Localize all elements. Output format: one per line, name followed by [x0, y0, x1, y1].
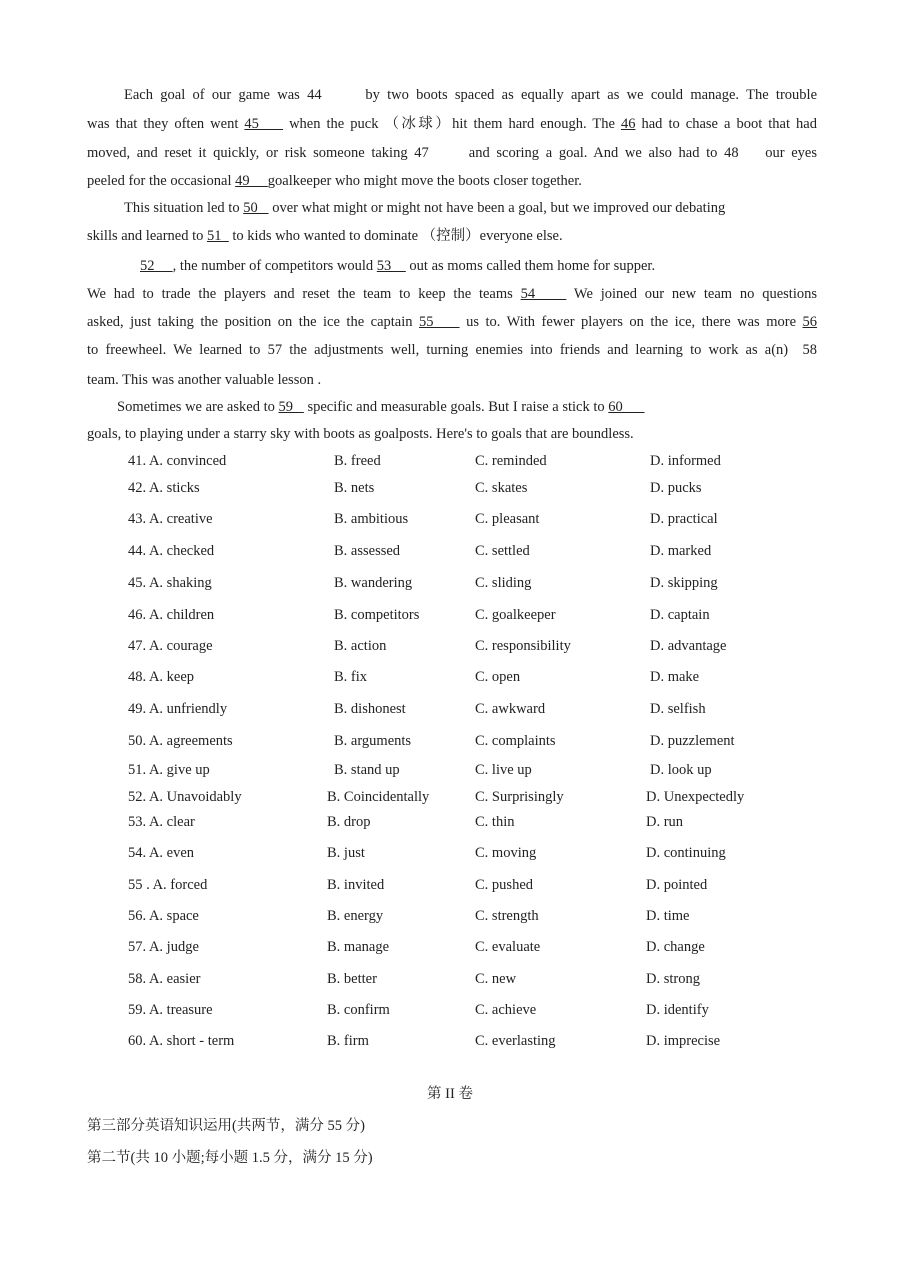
option-b: B. arguments	[334, 733, 412, 749]
option-c: C. pushed	[475, 877, 533, 893]
passage-line	[124, 199, 725, 217]
option-c: C. live up	[475, 762, 532, 778]
option-c: C. achieve	[475, 1002, 537, 1018]
option-b: B. competitors	[334, 607, 420, 623]
question-option-a: 53. A. clear	[128, 814, 195, 830]
option-c: C. responsibility	[475, 638, 571, 654]
question-option-a: 51. A. give up	[128, 762, 210, 778]
option-b: B. wandering	[334, 575, 413, 591]
question-option-a: 50. A. agreements	[128, 733, 233, 749]
option-c: C. everlasting	[475, 1033, 556, 1049]
question-option-a: 42. A. sticks	[128, 480, 200, 496]
option-c: C. complaints	[475, 733, 556, 749]
question-option-a: 46. A. children	[128, 607, 215, 623]
option-d: D. identify	[646, 1002, 709, 1018]
passage-text: over what might or might not have been a goal, but we improved our debating	[268, 200, 726, 216]
blank-number: 59	[278, 399, 304, 415]
option-b: B. better	[327, 971, 377, 987]
passage-line	[124, 86, 817, 104]
question-option-a: 45. A. shaking	[128, 575, 212, 591]
option-d: D. run	[646, 814, 684, 830]
option-c: C. skates	[475, 480, 528, 496]
question-option-a: 52. A. Unavoidably	[128, 789, 242, 805]
option-d: D. puzzlement	[650, 733, 735, 749]
blank-number: 60	[608, 399, 645, 415]
option-c: C. strength	[475, 908, 539, 924]
option-c: C. new	[475, 971, 517, 987]
passage-text: , the number of competitors would	[172, 258, 377, 274]
section-heading: 第二节(共 10 小题;每小题 1.5 分，满分 15 分)	[87, 1150, 373, 1166]
option-c: C. reminded	[475, 453, 547, 469]
passage-line	[87, 341, 817, 359]
passage-text: specific and measurable goals. But I raise a stick to	[303, 399, 609, 415]
passage-line	[87, 144, 817, 162]
option-c: C. open	[475, 669, 521, 685]
passage-text: This situation led to	[124, 200, 244, 216]
passage-text: asked, just taking the position on the ice the captain	[87, 314, 420, 330]
passage-text: out as moms called them home for supper.	[405, 258, 656, 274]
question-option-a: 41. A. convinced	[128, 453, 227, 469]
option-c: C. evaluate	[475, 939, 541, 955]
option-d: D. Unexpectedly	[646, 789, 745, 805]
option-c: C. Surprisingly	[475, 789, 564, 805]
blank-number: 49	[235, 173, 268, 189]
passage-text: goals, to playing under a starry sky with boots as goalposts. Here's to goals that are boundless.	[87, 426, 634, 442]
option-d: D. continuing	[646, 845, 726, 861]
blank-number: 51	[207, 228, 229, 244]
passage-text: Sometimes we are asked to	[117, 399, 279, 415]
passage-line	[140, 257, 655, 275]
option-c: C. awkward	[475, 701, 546, 717]
option-d: D. strong	[646, 971, 700, 987]
option-d: D. advantage	[650, 638, 727, 654]
option-d: D. informed	[650, 453, 721, 469]
option-b: B. manage	[327, 939, 390, 955]
question-option-a: 59. A. treasure	[128, 1002, 213, 1018]
passage-text: skills and learned to	[87, 228, 208, 244]
passage-line	[87, 285, 817, 303]
option-b: B. firm	[327, 1033, 369, 1049]
option-c: C. pleasant	[475, 511, 540, 527]
blank-number: 54	[520, 286, 567, 302]
passage-text: moved, and reset it quickly, or risk someone taking 47 and scoring a goal. And we also had to 48 our eyes	[87, 145, 817, 161]
blank-number: 45	[244, 116, 284, 132]
question-option-a: 55 . A. forced	[128, 877, 208, 893]
option-c: C. settled	[475, 543, 530, 559]
option-b: B. energy	[327, 908, 384, 924]
passage-text: had to chase a boot that had	[635, 116, 817, 132]
blank-number: 50	[243, 200, 269, 216]
option-d: D. selfish	[650, 701, 706, 717]
option-c: C. goalkeeper	[475, 607, 556, 623]
question-option-a: 49. A. unfriendly	[128, 701, 228, 717]
option-d: D. skipping	[650, 575, 718, 591]
passage-text: We joined our new team no questions	[566, 286, 817, 302]
blank-number: 52	[140, 258, 173, 274]
passage-text: us to. With fewer players on the ice, there was more	[459, 314, 803, 330]
option-d: D. captain	[650, 607, 710, 623]
passage-text: team. This was another valuable lesson .	[87, 372, 322, 388]
question-option-a: 44. A. checked	[128, 543, 215, 559]
passage-line	[87, 425, 634, 443]
option-b: B. invited	[327, 877, 385, 893]
blank-number: 46	[620, 116, 636, 132]
blank-number: 53	[376, 258, 406, 274]
option-b: B. assessed	[334, 543, 401, 559]
option-b: B. just	[327, 845, 365, 861]
option-c: C. sliding	[475, 575, 532, 591]
passage-line	[117, 398, 645, 416]
option-d: D. imprecise	[646, 1033, 721, 1049]
question-option-a: 43. A. creative	[128, 511, 213, 527]
passage-text: goalkeeper who might move the boots closer together.	[267, 173, 582, 189]
option-d: D. pucks	[650, 480, 702, 496]
question-option-a: 47. A. courage	[128, 638, 213, 654]
option-d: D. look up	[650, 762, 712, 778]
volume-heading: 第 II 卷	[427, 1086, 473, 1102]
option-b: B. ambitious	[334, 511, 409, 527]
option-b: B. dishonest	[334, 701, 406, 717]
question-option-a: 56. A. space	[128, 908, 199, 924]
passage-text: peeled for the occasional	[87, 173, 236, 189]
question-option-a: 58. A. easier	[128, 971, 201, 987]
option-d: D. time	[646, 908, 690, 924]
passage-line	[87, 172, 582, 190]
option-c: C. thin	[475, 814, 515, 830]
option-b: B. stand up	[334, 762, 400, 778]
option-d: D. practical	[650, 511, 718, 527]
passage-text: We had to trade the players and reset the team to keep the teams	[87, 286, 521, 302]
question-option-a: 48. A. keep	[128, 669, 195, 685]
option-b: B. fix	[334, 669, 368, 685]
passage-text: was that they often went	[87, 116, 245, 132]
option-d: D. make	[650, 669, 700, 685]
passage-text: to kids who wanted to dominate （控制）everyone else.	[228, 228, 563, 244]
blank-number: 55	[419, 314, 460, 330]
option-b: B. action	[334, 638, 387, 654]
option-c: C. moving	[475, 845, 537, 861]
option-b: B. confirm	[327, 1002, 390, 1018]
passage-line	[87, 227, 563, 245]
passage-line	[87, 313, 817, 331]
option-d: D. marked	[650, 543, 712, 559]
passage-text: when the puck （冰球）hit them hard enough. The	[283, 116, 621, 132]
option-d: D. change	[646, 939, 705, 955]
option-d: D. pointed	[646, 877, 708, 893]
option-b: B. freed	[334, 453, 381, 469]
question-option-a: 60. A. short - term	[128, 1033, 235, 1049]
question-option-a: 54. A. even	[128, 845, 195, 861]
option-b: B. drop	[327, 814, 371, 830]
part-heading: 第三部分英语知识运用(共两节，满分 55 分)	[87, 1118, 365, 1134]
passage-line	[87, 371, 321, 389]
blank-number: 56	[802, 314, 818, 330]
option-b: B. Coincidentally	[327, 789, 430, 805]
passage-line	[87, 115, 817, 133]
question-option-a: 57. A. judge	[128, 939, 199, 955]
passage-text: Each goal of our game was 44 by two boots spaced as equally apart as we could manage. The trouble	[124, 87, 817, 103]
passage-text: to freewheel. We learned to 57 the adjustments well, turning enemies into friends and learning to work as a(n) 58	[87, 342, 817, 358]
option-b: B. nets	[334, 480, 375, 496]
